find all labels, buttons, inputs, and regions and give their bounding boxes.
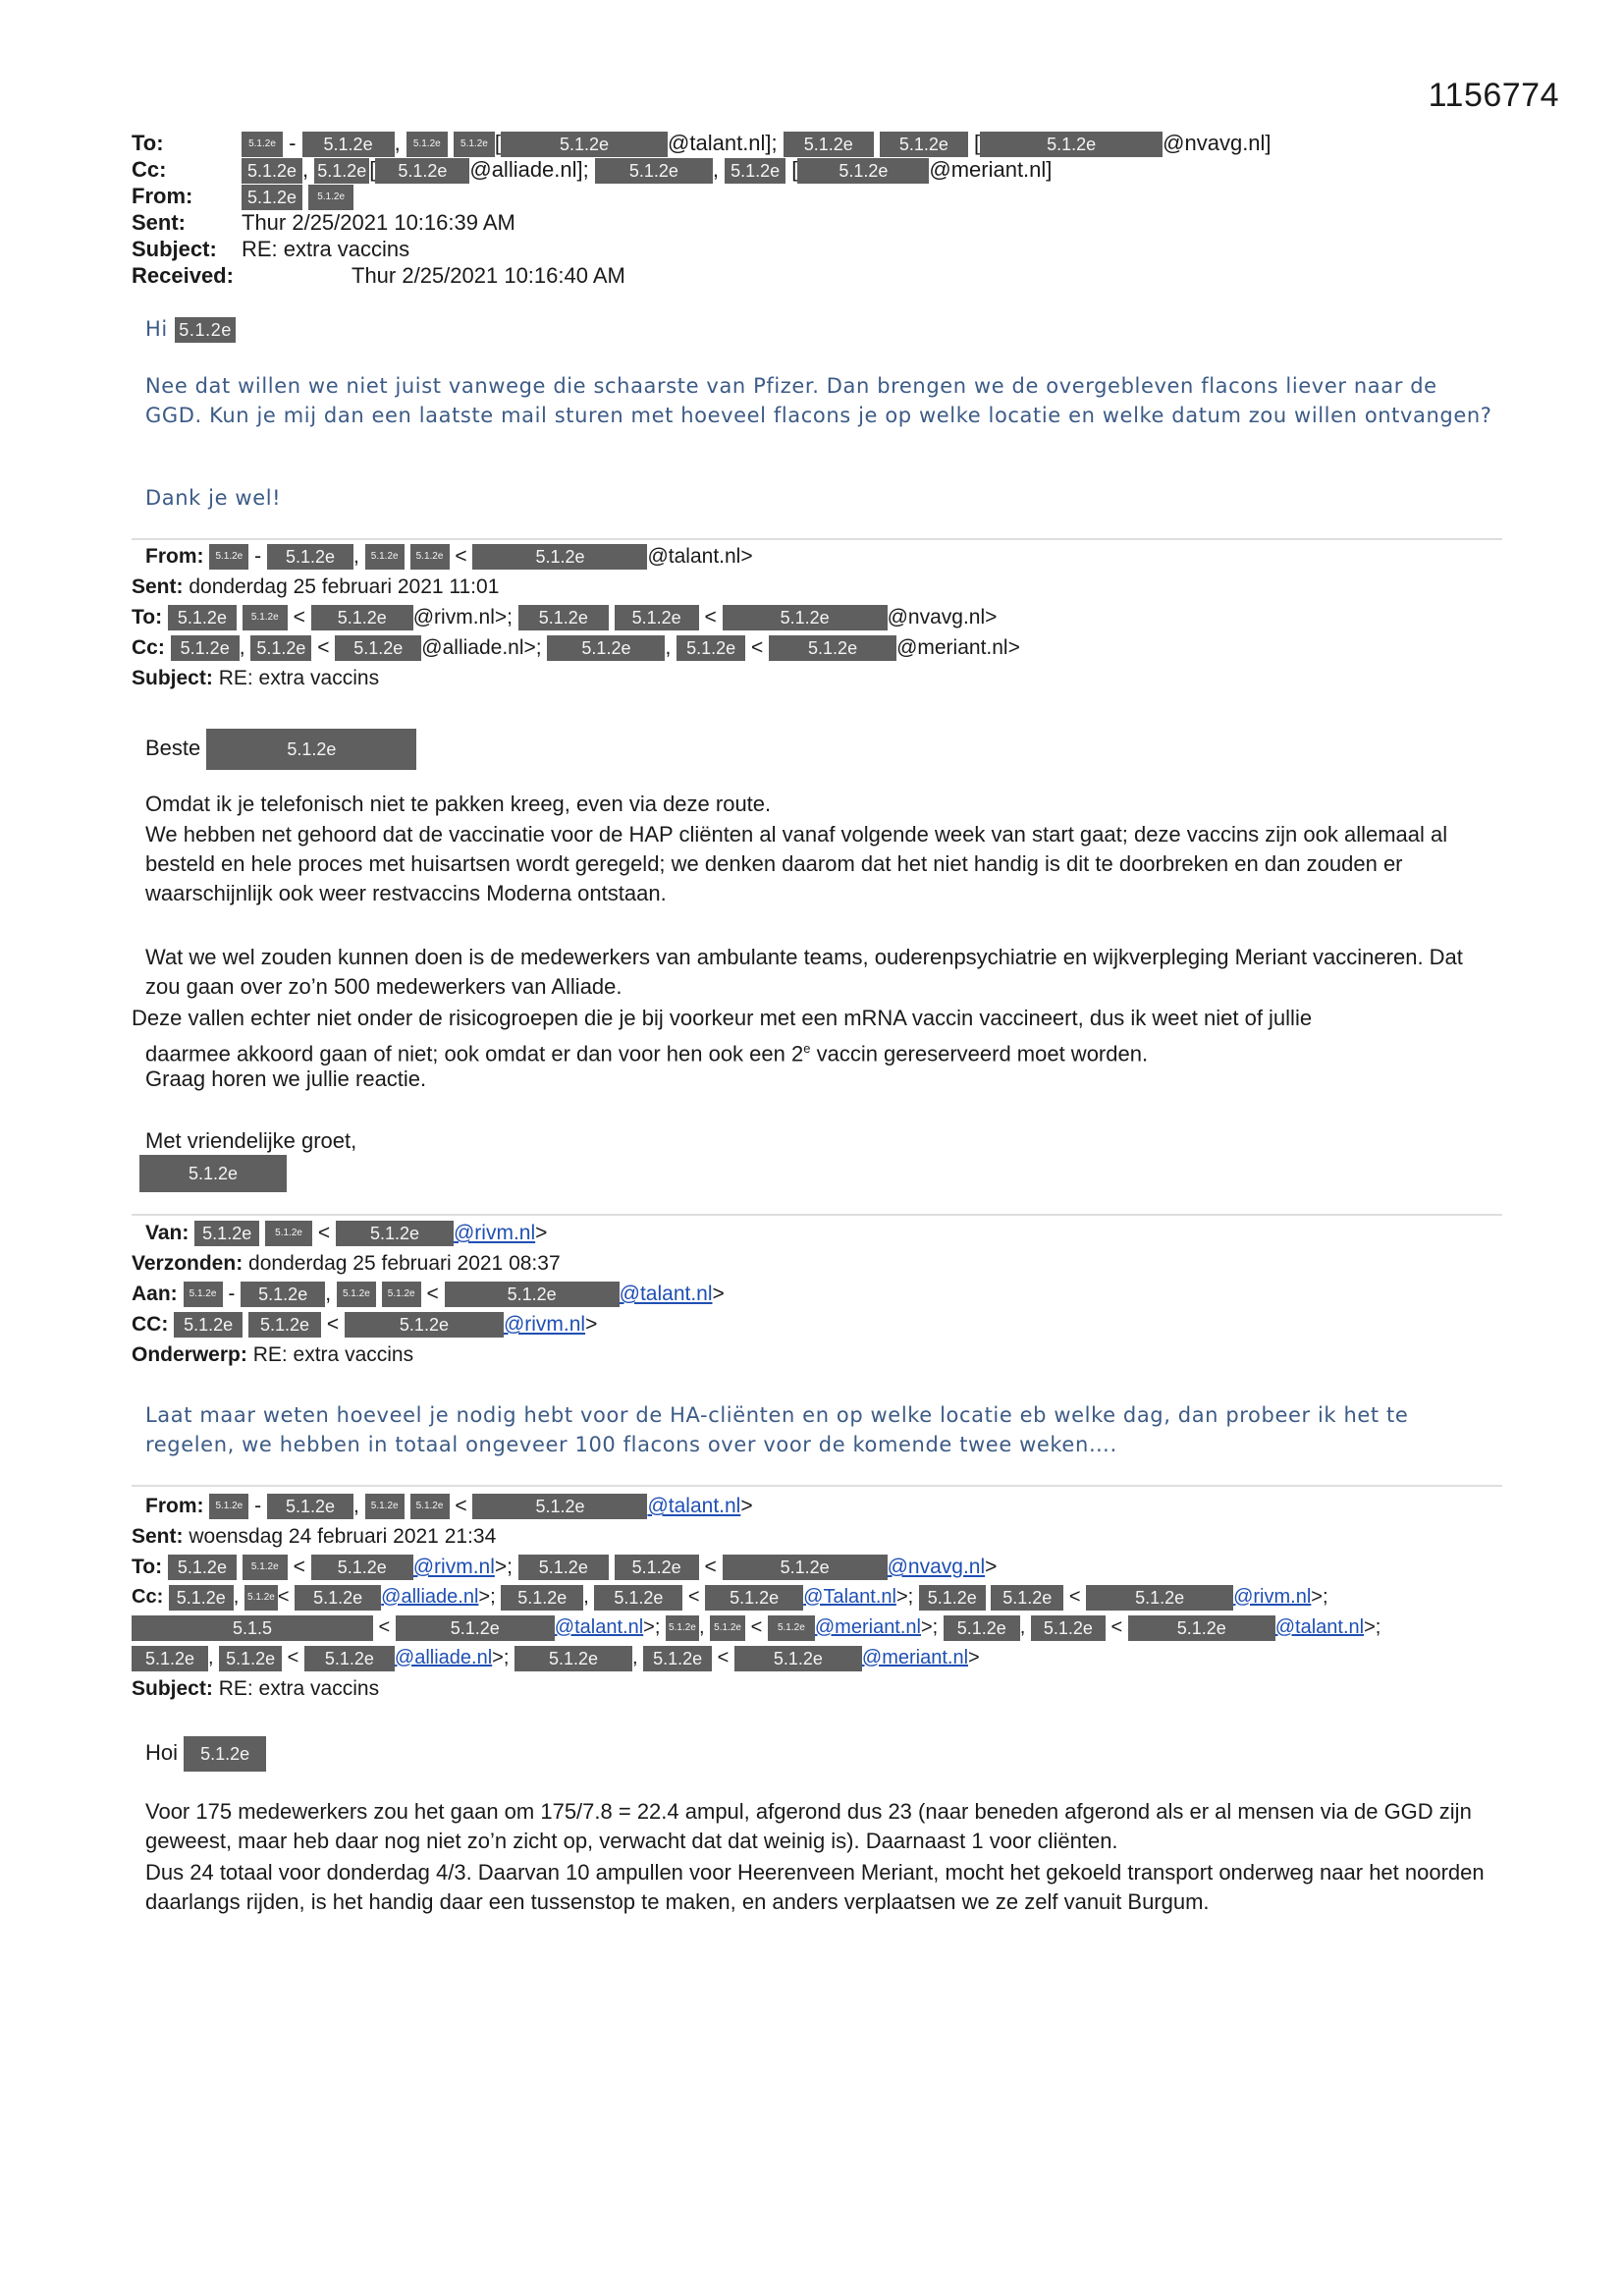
redacted-block: 5.1.2e: [643, 1646, 712, 1671]
message-paragraph: Dank je wel!: [145, 486, 282, 510]
subject-row: [132, 236, 409, 262]
redacted-block: 5.1.2e: [302, 132, 395, 157]
cc-label: Cc:: [132, 157, 167, 182]
received-value: Thur 2/25/2021 10:16:40 AM: [352, 263, 625, 288]
email-domain: @rivm.nl>;: [412, 606, 513, 629]
to-label: To:: [132, 1556, 163, 1578]
redacted-block: 5.1.2e: [615, 605, 699, 630]
redacted-block: 5.1.2e: [250, 635, 311, 661]
message-paragraph: Dus 24 totaal voor donderdag 4/3. Daarvan 10 ampullen voor Heerenveen Meriant, mocht het gekoeld transport onderweg naar het noorden daarlangs rijden, is het handig daar een tussenstop te maken, en anders verplaatsen we ze zelf vanuit Burgum.: [145, 1860, 1485, 1914]
subject-label: Subject:: [132, 667, 213, 689]
redacted-block: 5.1.2e: [311, 1555, 413, 1580]
subject-value: RE: extra vaccins: [218, 1677, 380, 1700]
cc-row-continued: 5.1.2e , 5.1.2e < 5.1.2e @alliade.nl>; 5.1.2e , 5.1.2e < 5.1.2e @meriant.nl>: [132, 1643, 1506, 1673]
redacted-block: 5.1.2e: [184, 1282, 223, 1307]
from-row: From: 5.1.2e - 5.1.2e , 5.1.2e 5.1.2e < 5.1.2e @talant.nl>: [145, 1491, 1520, 1521]
redacted-block: 5.1.2e: [514, 1646, 632, 1671]
sent-row: [132, 1521, 1506, 1552]
greeting-text: Beste: [145, 735, 201, 760]
email-link[interactable]: @talant.nl: [554, 1616, 644, 1638]
greeting: [145, 1736, 1500, 1772]
superscript: e: [803, 1041, 811, 1056]
redacted-block: 5.1.2e: [710, 1615, 745, 1641]
from-row: From: 5.1.2e - 5.1.2e , 5.1.2e 5.1.2e < 5.1.2e @talant.nl>: [145, 541, 1520, 572]
redacted-block: 5.1.2e: [336, 1221, 454, 1246]
redacted-block: 5.1.2e: [345, 1312, 504, 1338]
from-label: Van:: [145, 1222, 189, 1244]
message-paragraph: Laat maar weten hoeveel je nodig hebt voor de HA-cliënten en op welke locatie eb welke dag, dan probeer ik het te regelen, we hebben in totaal ongeveer 100 flacons over voor de komende twee weken….: [145, 1403, 1409, 1456]
email-domain: @talant.nl];: [668, 131, 778, 155]
sent-label: Verzonden:: [132, 1252, 244, 1275]
email-link[interactable]: @rivm.nl: [412, 1556, 495, 1578]
from-label: From:: [145, 545, 204, 568]
cc-row-continued: 5.1.5 < 5.1.2e @talant.nl>; 5.1.2e , 5.1.2e < 5.1.2e @meriant.nl>; 5.1.2e , 5.1.2e < 5.1.2e @talant.nl>;: [132, 1613, 1506, 1643]
greeting-text: Hoi: [145, 1739, 179, 1765]
email-link[interactable]: @nvavg.nl: [887, 1556, 986, 1578]
redacted-block: 5.1.2e: [219, 1646, 282, 1671]
cc-row: Cc: 5.1.2e , 5.1.2e < 5.1.2e @alliade.nl>; 5.1.2e , 5.1.2e < 5.1.2e @meriant.nl>: [132, 632, 1506, 663]
redacted-block: 5.1.2e: [265, 1221, 312, 1246]
redacted-block: 5.1.2e: [797, 158, 929, 184]
email-link[interactable]: @Talant.nl: [803, 1586, 896, 1608]
redacted-block: 5.1.2e: [594, 1585, 682, 1611]
cc-label: Cc:: [132, 1586, 164, 1608]
message-paragraph: Nee dat willen we niet juist vanwege die schaarste van Pfizer. Dan brengen we de overgebleven flacons liever naar de GGD. Kun je mij dan een laatste mail sturen met hoeveel flacons je op welke locatie en welke datum zou willen ontvangen?: [145, 374, 1492, 427]
redacted-block: 5.1.2e: [396, 1615, 555, 1641]
redacted-block: 5.1.2e: [1128, 1615, 1275, 1641]
redacted-block: 5.1.2e: [242, 185, 302, 210]
email-link[interactable]: @talant.nl: [1274, 1616, 1365, 1638]
redacted-block: 5.1.2e: [241, 1282, 325, 1307]
redacted-block: 5.1.2e: [168, 1555, 237, 1580]
redacted-block: 5.1.2e: [472, 544, 647, 570]
sent-value: Thur 2/25/2021 10:16:39 AM: [242, 210, 515, 235]
subject-row: [132, 1673, 1506, 1704]
redacted-block: 5.1.2e: [365, 544, 405, 570]
email-domain: @nvavg.nl>: [887, 606, 998, 629]
redacted-block: 5.1.2e: [139, 1155, 287, 1192]
document-number: 1156774: [1428, 77, 1559, 114]
subject-value: RE: extra vaccins: [242, 237, 410, 261]
redacted-block: 5.1.2e: [595, 158, 713, 184]
message-paragraph: Wat we wel zouden kunnen doen is de medewerkers van ambulante teams, ouderenpsychiatrie en wijkverpleging Meriant vaccineren. Dat zou gaan over zo’n 500 medewerkers van Alliade.: [145, 945, 1463, 999]
redacted-block: 5.1.2e: [132, 1646, 208, 1671]
redacted-block: 5.1.2e: [244, 1585, 278, 1611]
redacted-block: 5.1.2e: [248, 1312, 321, 1338]
greeting: [145, 314, 1500, 344]
redacted-block: 5.1.2e: [445, 1282, 620, 1307]
sent-label: Sent:: [132, 575, 184, 598]
from-row: [132, 183, 353, 210]
redacted-block: 5.1.2e: [194, 1221, 259, 1246]
redacted-block: 5.1.2e: [337, 1282, 376, 1307]
redacted-block: 5.1.2e: [615, 1555, 699, 1580]
subject-value: RE: extra vaccins: [252, 1343, 414, 1366]
email-link[interactable]: @alliade.nl: [394, 1647, 493, 1668]
redacted-block: 5.1.2e: [991, 1585, 1063, 1611]
email-link[interactable]: @alliade.nl: [381, 1586, 479, 1608]
message-paragraph: Omdat ik je telefonisch niet te pakken kreeg, even via deze route.: [145, 792, 772, 816]
redacted-block: 5.1.2e: [206, 729, 416, 770]
subject-value: RE: extra vaccins: [218, 667, 380, 689]
redacted-block: 5.1.2e: [335, 635, 421, 661]
greeting: [145, 729, 1500, 770]
email-domain: @nvavg.nl]: [1163, 131, 1272, 155]
email-domain: @talant.nl>: [647, 545, 753, 568]
sent-row: [132, 572, 1506, 602]
to-label: To:: [132, 131, 164, 155]
cc-row: Cc: 5.1.2e , 5.1.2e [ 5.1.2e @alliade.nl]; 5.1.2e , 5.1.2e [ 5.1.2e @meriant.nl]: [132, 156, 1052, 184]
redacted-block: 5.1.2e: [980, 132, 1163, 157]
redacted-block: 5.1.2e: [734, 1646, 862, 1671]
to-row: Aan: 5.1.2e - 5.1.2e , 5.1.2e 5.1.2e < 5.1.2e @talant.nl>: [132, 1279, 1506, 1309]
redacted-block: 5.1.2e: [725, 158, 785, 184]
redacted-block: 5.1.2e: [267, 544, 353, 570]
email-link[interactable]: @rivm.nl: [1233, 1586, 1312, 1608]
redacted-block: 5.1.2e: [209, 1494, 248, 1519]
redacted-block: 5.1.2e: [768, 1615, 815, 1641]
email-link[interactable]: @talant.nl: [647, 1495, 741, 1517]
redacted-block: 5.1.2e: [518, 1555, 609, 1580]
redacted-block: 5.1.2e: [209, 544, 248, 570]
to-label: Aan:: [132, 1283, 178, 1305]
sent-value: woensdag 24 februari 2021 21:34: [189, 1525, 497, 1548]
divider: [132, 538, 1502, 540]
message-paragraph: Deze vallen echter niet onder de risicogroepen die je bij voorkeur met een mRNA vaccin vaccineert, dus ik weet niet of jullie: [132, 1006, 1313, 1030]
sent-value: donderdag 25 februari 2021 11:01: [189, 575, 500, 598]
sent-row: [132, 1248, 1506, 1279]
message-paragraph: Voor 175 medewerkers zou het gaan om 175/7.8 = 22.4 ampul, afgerond dus 23 (naar beneden afgerond als er al mensen via de GGD zijn geweest, maar heb daar nog niet zo’n zicht op, verwacht dat dat weinig is). Daarnaast 1 voor cliënten.: [145, 1799, 1472, 1853]
redacted-block: 5.1.2e: [410, 1494, 450, 1519]
paragraph-text: vaccin gereserveerd moet worden.: [810, 1041, 1149, 1066]
redacted-block: 5.1.2e: [171, 635, 240, 661]
redacted-block: 5.1.2e: [304, 1646, 395, 1671]
redacted-block: 5.1.2e: [1086, 1585, 1233, 1611]
to-row: To: 5.1.2e - 5.1.2e , 5.1.2e 5.1.2e [ 5.1.2e @talant.nl]; 5.1.2e 5.1.2e [ 5.1.2e @nvavg.nl]: [132, 130, 1272, 157]
to-label: To:: [132, 606, 163, 629]
redacted-block: 5.1.2e: [723, 1555, 888, 1580]
redacted-block: 5.1.2e: [880, 132, 968, 157]
redacted-block: 5.1.2e: [175, 317, 236, 343]
redacted-block: 5.1.2e: [518, 605, 609, 630]
redacted-block: 5.1.2e: [1031, 1615, 1106, 1641]
email-domain: @meriant.nl>: [896, 636, 1020, 659]
redacted-block: 5.1.2e: [501, 1585, 583, 1611]
cc-label: Cc:: [132, 636, 165, 659]
subject-label: Subject:: [132, 1677, 213, 1700]
divider: [132, 1485, 1502, 1487]
redacted-block: 5.1.2e: [365, 1494, 405, 1519]
redacted-block: 5.1.2e: [311, 605, 413, 630]
redacted-block: 5.1.2e: [406, 132, 448, 157]
redacted-block: 5.1.2e: [472, 1494, 647, 1519]
redacted-block: 5.1.2e: [944, 1615, 1020, 1641]
redacted-block: 5.1.2e: [677, 635, 745, 661]
message-paragraph: Graag horen we jullie reactie.: [145, 1066, 427, 1091]
sent-row: [132, 209, 515, 236]
redacted-block: 5.1.2e: [308, 185, 353, 210]
subject-label: Onderwerp:: [132, 1343, 247, 1366]
redacted-block: 5.1.2e: [919, 1585, 986, 1611]
redacted-block: 5.1.2e: [267, 1494, 353, 1519]
cc-row: CC: 5.1.2e 5.1.2e < 5.1.2e @rivm.nl>: [132, 1309, 1506, 1339]
redacted-block: 5.1.2e: [243, 1555, 288, 1580]
redacted-block: 5.1.2e: [314, 158, 369, 184]
received-label: Received:: [132, 263, 234, 288]
redacted-block: 5.1.2e: [174, 1312, 243, 1338]
subject-row: [132, 1339, 1506, 1370]
redacted-block: 5.1.2e: [242, 132, 283, 157]
from-row: Van: 5.1.2e 5.1.2e < 5.1.2e @rivm.nl>: [145, 1218, 1520, 1248]
subject-row: [132, 663, 1506, 693]
redacted-block: 5.1.2e: [454, 132, 495, 157]
from-label: From:: [145, 1495, 204, 1517]
email-link[interactable]: @meriant.nl: [861, 1647, 969, 1668]
to-row: To: 5.1.2e 5.1.2e < 5.1.2e @rivm.nl>; 5.1.2e 5.1.2e < 5.1.2e @nvavg.nl>: [132, 602, 1506, 632]
message-paragraph: We hebben net gehoord dat de vaccinatie voor de HAP cliënten al vanaf volgende week van start gaat; deze vaccins zijn ook allemaal al besteld en hele proces met huisartsen wordt geregeld; we denken daarom dat het niet handig is dit te doorbreken en dan zouden er waarschijnlijk ook weer restvaccins Moderna ontstaan.: [145, 822, 1448, 905]
closing: Met vriendelijke groet,: [145, 1128, 357, 1153]
sent-value: donderdag 25 februari 2021 08:37: [248, 1252, 561, 1275]
to-row: To: 5.1.2e 5.1.2e < 5.1.2e @rivm.nl>; 5.1.2e 5.1.2e < 5.1.2e @nvavg.nl>: [132, 1552, 1506, 1582]
redacted-block: 5.1.2e: [382, 1282, 421, 1307]
sent-label: Sent:: [132, 210, 186, 235]
redacted-block: 5.1.2e: [375, 158, 469, 184]
redacted-block: 5.1.2e: [705, 1585, 803, 1611]
cc-row: Cc: 5.1.2e , 5.1.2e < 5.1.2e @alliade.nl>; 5.1.2e , 5.1.2e < 5.1.2e @Talant.nl>; 5.1.2e 5.1.2e < 5.1.2e @rivm.nl>;: [132, 1582, 1506, 1613]
redacted-block: 5.1.2e: [723, 605, 888, 630]
email-link[interactable]: @rivm.nl: [503, 1313, 586, 1336]
redacted-block: 5.1.2e: [169, 1585, 234, 1611]
redacted-block: 5.1.2e: [410, 544, 450, 570]
email-link[interactable]: @rivm.nl: [453, 1222, 536, 1244]
redacted-block: 5.1.2e: [168, 605, 237, 630]
cc-label: CC:: [132, 1313, 169, 1336]
received-row: [132, 262, 625, 289]
subject-label: Subject:: [132, 237, 217, 261]
greeting-text: Hi: [145, 317, 168, 341]
redacted-block: 5.1.2e: [243, 605, 288, 630]
redacted-block: 5.1.2e: [769, 635, 896, 661]
email-domain: @meriant.nl]: [929, 157, 1053, 182]
from-label: From:: [132, 184, 193, 208]
signature: [139, 1155, 1494, 1192]
sent-label: Sent:: [132, 1525, 184, 1548]
email-link[interactable]: @meriant.nl: [814, 1616, 921, 1638]
redacted-block: 5.1.2e: [184, 1736, 266, 1772]
email-domain: @alliade.nl];: [469, 157, 589, 182]
redacted-block: 5.1.2e: [784, 132, 874, 157]
redacted-block: 5.1.2e: [501, 132, 668, 157]
redacted-block: 5.1.2e: [295, 1585, 381, 1611]
redacted-block: 5.1.2e: [242, 158, 302, 184]
divider: [132, 1214, 1502, 1216]
paragraph-text: daarmee akkoord gaan of niet; ook omdat er dan voor hen ook een 2: [145, 1041, 804, 1066]
email-link[interactable]: @talant.nl: [619, 1283, 713, 1305]
redacted-block: 5.1.2e: [547, 635, 665, 661]
redacted-block: 5.1.2e: [666, 1615, 699, 1641]
email-domain: @alliade.nl>;: [421, 636, 542, 659]
redacted-block: 5.1.5: [132, 1615, 373, 1641]
